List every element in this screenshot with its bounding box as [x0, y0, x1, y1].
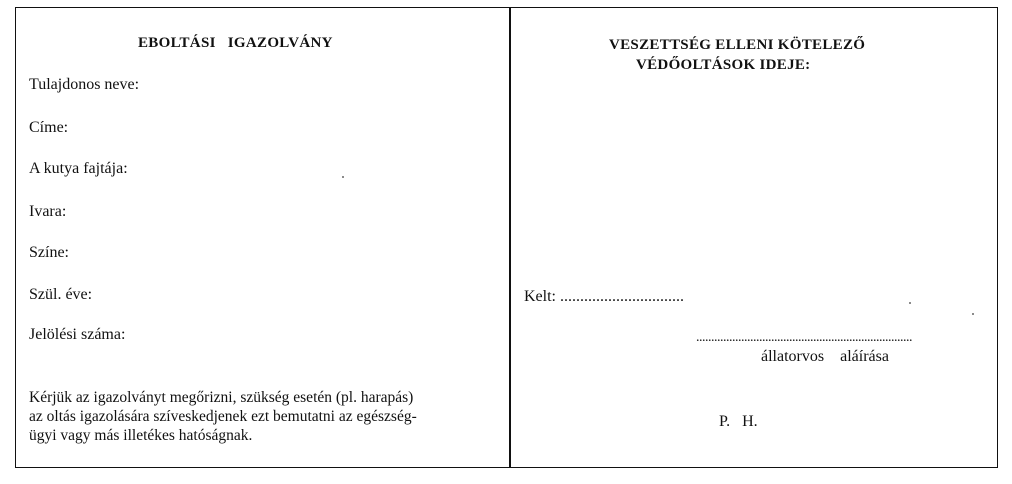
scan-speck [909, 302, 911, 304]
dog-breed-field: A kutya fajtája: [29, 160, 128, 177]
notice-line: az oltás igazolására szíveskedjenek ezt bemutatni az egészség- [29, 408, 417, 425]
vaccination-certificate-card [15, 7, 998, 468]
address-field: Címe: [29, 119, 69, 136]
signature-line: ........................................................................ [696, 330, 912, 345]
birth-year-field: Szül. éve: [29, 286, 93, 303]
scan-speck [972, 313, 974, 315]
notice-line: ügyi vagy más illetékes hatóságnak. [29, 427, 253, 444]
vaccination-dates-title [609, 35, 865, 75]
vaccination-title-line: VÉDŐOLTÁSOK IDEJE: [636, 57, 811, 73]
panel-divider [509, 8, 511, 467]
owner-name-field: Tulajdonos neve: [29, 76, 140, 93]
stamp-placeholder: P. H. [719, 413, 758, 430]
marking-number-field: Jelölési száma: [29, 326, 126, 343]
notice-text [29, 388, 509, 445]
notice-line: Kérjük az igazolványt megőrizni, szükség esetén (pl. harapás) [29, 389, 414, 406]
scan-speck [342, 176, 344, 178]
veterinarian-signature-label: állatorvos aláírása [761, 348, 889, 365]
certificate-title: EBOLTÁSI IGAZOLVÁNY [138, 35, 333, 51]
color-field: Színe: [29, 244, 69, 261]
date-field: Kelt: ............................... [524, 288, 684, 305]
sex-field: Ivara: [29, 203, 67, 220]
vaccination-title-line: VESZETTSÉG ELLENI KÖTELEZŐ [609, 37, 866, 53]
